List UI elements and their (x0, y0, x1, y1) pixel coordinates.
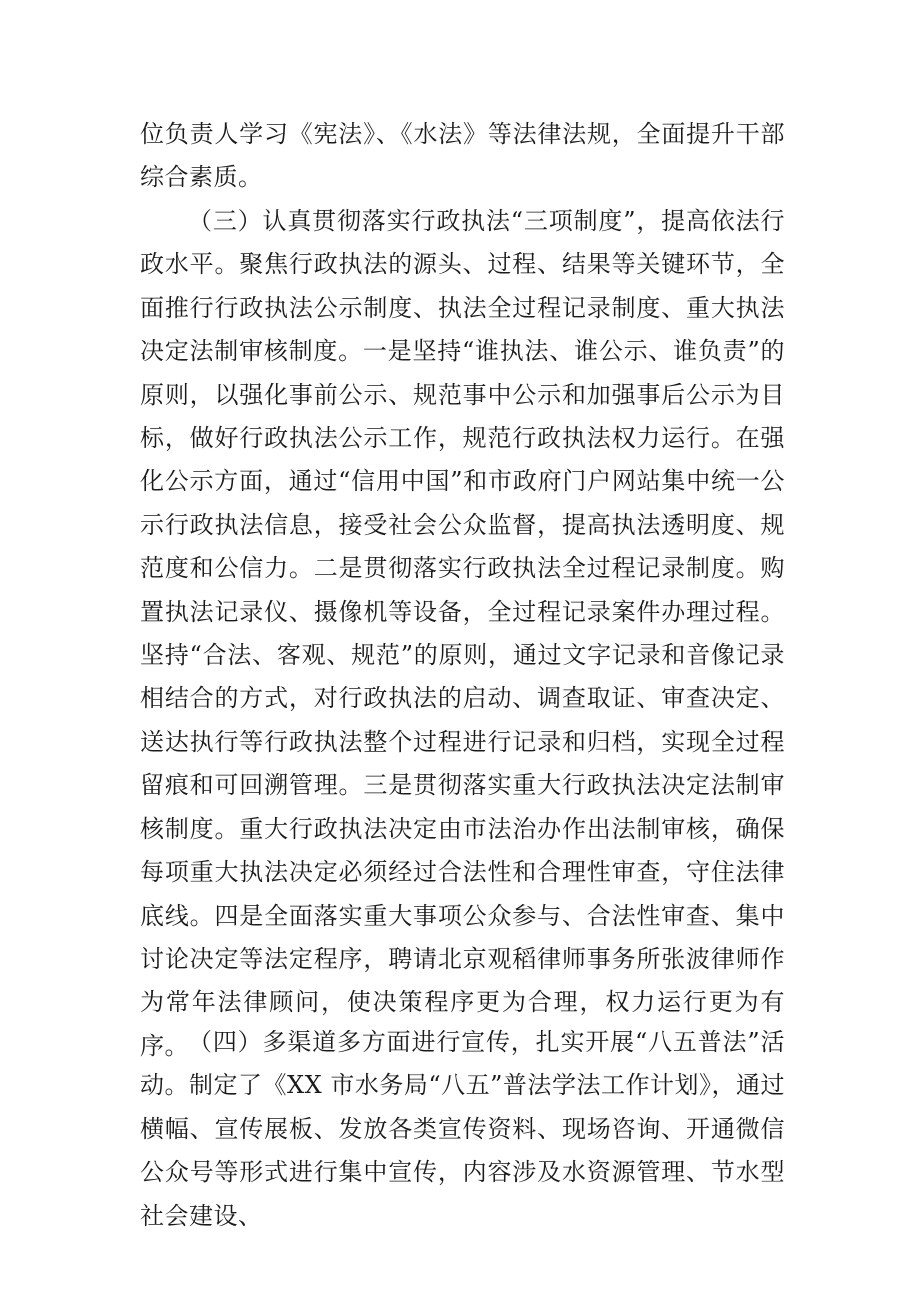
paragraph-section-four: （四）多渠道多方面进行宣传，扎实开展“八五普法”活动。制定了《XX 市水务局“八五”普法学法工作计划》，通过横幅、宣传展板、发放各类宣传资料、现场咨询、开通微信公众号等形式进行集中宣传，内容涉及水资源管理、节水型社会建设、 (140, 1028, 785, 1230)
paragraph-continuation: 位负责人学习《宪法》、《水法》等法律法规，全面提升干部综合素质。 (140, 120, 785, 192)
paragraph-section-three: （三）认真贯彻落实行政执法“三项制度”，提高依法行政水平。聚焦行政执法的源头、过程、结果等关键环节，全面推行行政执法公示制度、执法全过程记录制度、重大执法决定法制审核制度。一是坚持“谁执法、谁公示、谁负责”的原则，以强化事前公示、规范事中公示和加强事后公示为目标，做好行政执法公示工作，规范行政执法权力运行。在强化公示方面，通过“信用中国”和市政府门户网站集中统一公示行政执法信息，接受社会公众监督，提高执法透明度、规范度和公信力。二是贯彻落实行政执法全过程记录制度。购置执法记录仪、摄像机等设备，全过程记录案件办理过程。坚持“合法、客观、规范”的原则，通过文字记录和音像记录相结合的方式，对行政执法的启动、调查取证、审查决定、送达执行等行政执法整个过程进行记录和归档，实现全过程留痕和可回溯管理。三是贯彻落实重大行政执法决定法制审核制度。重大行政执法决定由市法治办作出法制审核，确保每项重大执法决定必须经过合法性和合理性审查，守住法律底线。四是全面落实重大事项公众参与、合法性审查、集中讨论决定等法定程序，聘请北京观稻律师事务所张波律师作为常年法律顾问，使决策程序更为合理，权力运行更为有序。 (140, 207, 785, 1060)
